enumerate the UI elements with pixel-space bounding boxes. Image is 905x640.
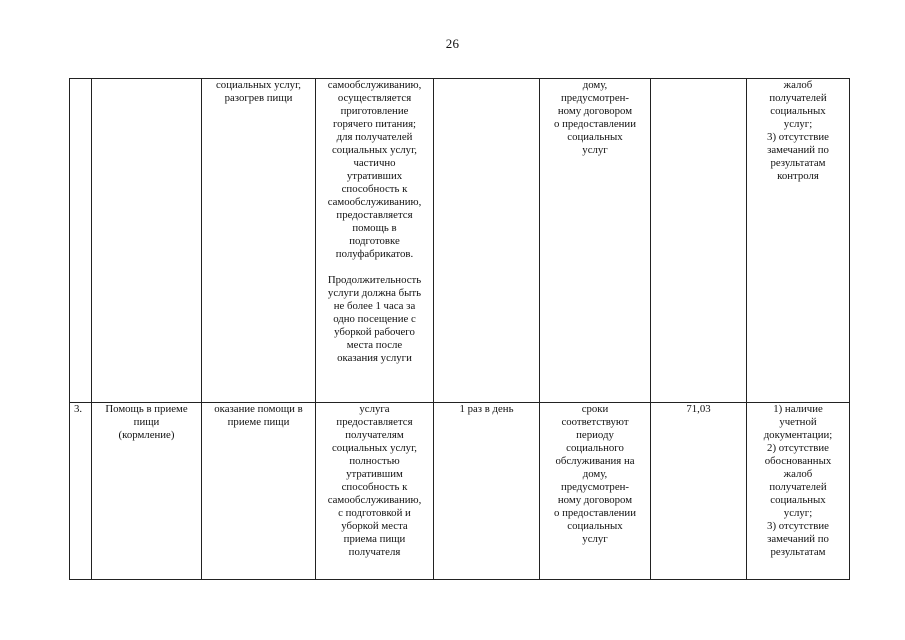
page-number: 26 xyxy=(445,36,460,51)
periodicity: 1 раз в день xyxy=(459,403,514,415)
terms: дому, предусмотрен- ному договором о предоставлении социальных услуг xyxy=(554,79,636,156)
service-content: социальных услуг, разогрев пищи xyxy=(216,79,301,104)
service-name-cell xyxy=(92,403,202,580)
service-standard-cell xyxy=(316,403,434,580)
services-table xyxy=(69,78,850,580)
row-number-cell xyxy=(70,403,92,580)
service-standard-cell xyxy=(316,79,434,403)
periodicity-cell xyxy=(434,79,540,403)
tariff-cell xyxy=(651,403,747,580)
terms: сроки соответствуют периоду социального обслуживания на дому, предусмотрен- ному договором о предоставлении социальных услуг xyxy=(554,403,636,545)
service-standard-text: самообслуживанию, осуществляется приготовление горячего питания; для получателей социальных услуг, частично утративших способность к самообслуживанию, предоставляется помощь в подготовке полуфабрикатов. xyxy=(327,79,422,260)
service-name: Помощь в приеме пищи (кормление) xyxy=(105,403,188,441)
quality-cell xyxy=(747,79,850,403)
service-standard-text: услуга предоставляется получателям социальных услуг, полностью утратившим способность к самообслуживанию, с подготовкой и уборкой места приема пищи получателя xyxy=(327,403,422,558)
quality-indicators: жалоб получателей социальных услуг; 3) отсутствие замечаний по результатам контроля xyxy=(767,79,829,182)
row-number: 3. xyxy=(74,403,83,415)
table-row xyxy=(70,79,850,403)
service-name-cell xyxy=(92,79,202,403)
quality-cell xyxy=(747,403,850,580)
tariff: 71,03 xyxy=(686,403,711,415)
service-duration-text: Продолжительность услуги должна быть не более 1 часа за одно посещение с уборкой рабочего места после оказания услуги xyxy=(327,274,422,364)
terms-cell xyxy=(540,79,651,403)
service-content-cell xyxy=(202,79,316,403)
terms-cell xyxy=(540,403,651,580)
tariff-cell xyxy=(651,79,747,403)
service-content: оказание помощи в приеме пищи xyxy=(214,403,303,428)
table-row xyxy=(70,403,850,580)
row-number-cell xyxy=(70,79,92,403)
periodicity-cell xyxy=(434,403,540,580)
quality-indicators: 1) наличие учетной документации; 2) отсутствие обоснованных жалоб получателей социальных услуг; 3) отсутствие замечаний по результатам xyxy=(763,403,833,558)
service-content-cell xyxy=(202,403,316,580)
